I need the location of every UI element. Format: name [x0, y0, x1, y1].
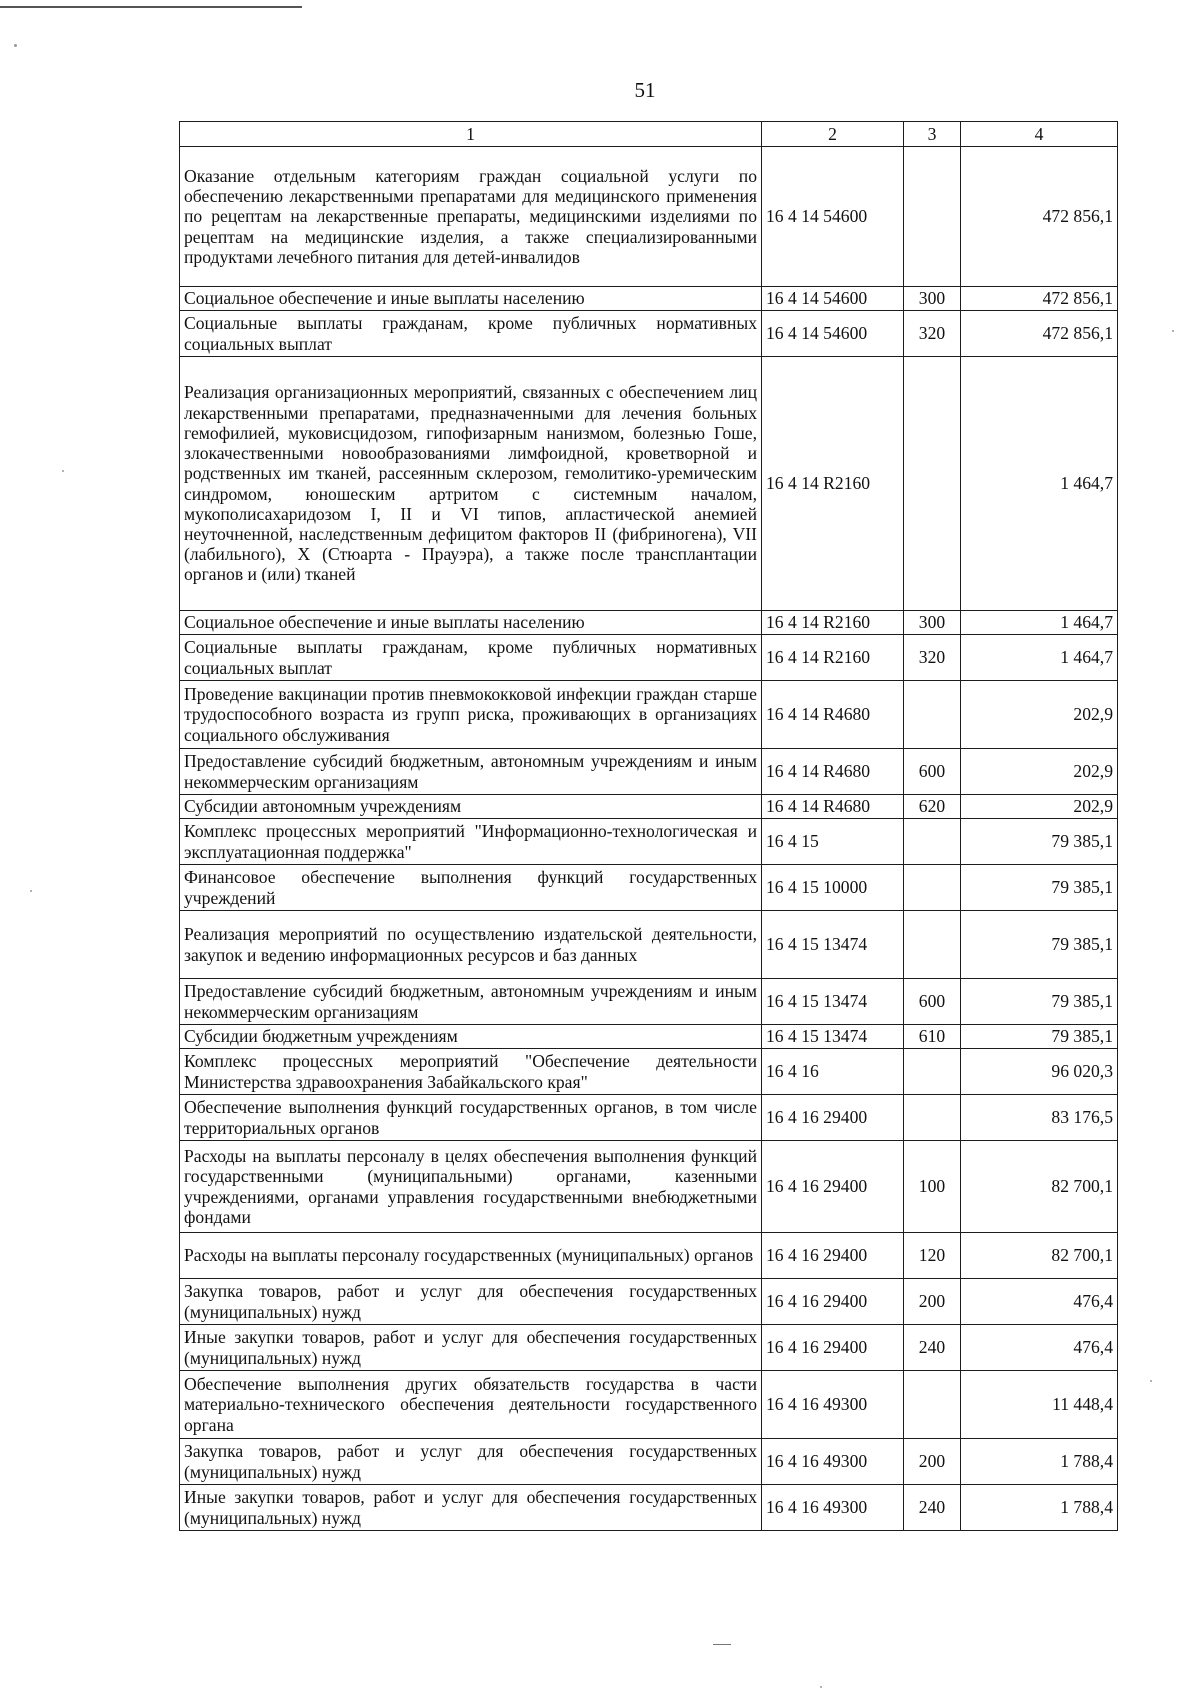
row-code: 16 4 14 54600: [762, 147, 904, 287]
row-amount: 476,4: [961, 1325, 1118, 1371]
row-code: 16 4 14 R2160: [762, 357, 904, 611]
scan-speck: [820, 1686, 822, 1688]
table-row: [180, 1049, 1118, 1095]
row-type: 320: [904, 635, 961, 681]
row-type: 600: [904, 749, 961, 795]
row-type: 200: [904, 1279, 961, 1325]
row-name: Социальные выплаты гражданам, кроме публичных нормативных социальных выплат: [180, 635, 762, 681]
row-code: 16 4 15 13474: [762, 1025, 904, 1049]
row-name: Субсидии бюджетным учреждениям: [180, 1025, 762, 1049]
row-code: 16 4 16 29400: [762, 1325, 904, 1371]
table-row: [180, 1141, 1118, 1233]
row-code: 16 4 16 49300: [762, 1485, 904, 1531]
row-type: 300: [904, 611, 961, 635]
table-row: [180, 635, 1118, 681]
table-row: [180, 1233, 1118, 1279]
row-name: Социальное обеспечение и иные выплаты населению: [180, 611, 762, 635]
table-row: [180, 979, 1118, 1025]
table-body: [180, 147, 1118, 1531]
row-code: 16 4 16 29400: [762, 1233, 904, 1279]
row-name: Социальные выплаты гражданам, кроме публичных нормативных социальных выплат: [180, 311, 762, 357]
table-row: [180, 1439, 1118, 1485]
row-amount: 1 788,4: [961, 1485, 1118, 1531]
table-row: [180, 1095, 1118, 1141]
scan-speck: [62, 470, 64, 472]
row-type: 320: [904, 311, 961, 357]
scan-speck: [1150, 1380, 1152, 1382]
row-type: [904, 147, 961, 287]
scan-speck: [30, 890, 32, 892]
row-amount: 472 856,1: [961, 287, 1118, 311]
row-code: 16 4 16 49300: [762, 1439, 904, 1485]
column-header-type: 3: [904, 122, 961, 147]
table-header: [180, 122, 1118, 147]
row-name: Реализация организационных мероприятий, связанных с обеспечением лиц лекарственными препаратами, предназначенными для лечения больных гемофилией, муковисцидозом, гипофизарным нанизмом, болезнью Гоше, злокачественными новообразованиями лимфоидной, кроветворной и родственных им тканей, рассеянным склерозом, гемолитико-уремическим синдромом, юношеским артритом с системным началом, мукополисахаридозом I, II и VI типов, апластической анемией неуточненной, наследственным дефицитом факторов II (фибриногена), VII (лабильного), X (Стюарта - Прауэра), а также после трансплантации органов и (или) тканей: [180, 357, 762, 611]
row-name: Предоставление субсидий бюджетным, автономным учреждениям и иным некоммерческим организациям: [180, 979, 762, 1025]
scan-speck: [1172, 330, 1174, 332]
row-amount: 79 385,1: [961, 1025, 1118, 1049]
row-code: 16 4 16: [762, 1049, 904, 1095]
row-name: Субсидии автономным учреждениям: [180, 795, 762, 819]
row-amount: 1 464,7: [961, 611, 1118, 635]
row-name: Обеспечение выполнения функций государственных органов, в том числе территориальных органов: [180, 1095, 762, 1141]
row-code: 16 4 14 R2160: [762, 635, 904, 681]
row-code: 16 4 16 29400: [762, 1095, 904, 1141]
row-amount: 476,4: [961, 1279, 1118, 1325]
row-amount: 82 700,1: [961, 1141, 1118, 1233]
row-amount: 82 700,1: [961, 1233, 1118, 1279]
row-amount: 79 385,1: [961, 819, 1118, 865]
row-type: 100: [904, 1141, 961, 1233]
row-type: [904, 1049, 961, 1095]
row-code: 16 4 16 49300: [762, 1371, 904, 1439]
row-name: Закупка товаров, работ и услуг для обеспечения государственных (муниципальных) нужд: [180, 1279, 762, 1325]
table-row: [180, 287, 1118, 311]
row-amount: 202,9: [961, 795, 1118, 819]
budget-table: [179, 121, 1118, 1531]
row-amount: 79 385,1: [961, 865, 1118, 911]
table-row: [180, 1325, 1118, 1371]
row-type: [904, 357, 961, 611]
top-margin-rule: [0, 6, 302, 8]
table-row: [180, 1279, 1118, 1325]
table-row: [180, 311, 1118, 357]
table-row: [180, 749, 1118, 795]
column-header-code: 2: [762, 122, 904, 147]
row-name: Иные закупки товаров, работ и услуг для обеспечения государственных (муниципальных) нужд: [180, 1325, 762, 1371]
row-amount: 202,9: [961, 681, 1118, 749]
row-name: Иные закупки товаров, работ и услуг для обеспечения государственных (муниципальных) нужд: [180, 1485, 762, 1531]
row-amount: 472 856,1: [961, 311, 1118, 357]
table-row: [180, 611, 1118, 635]
row-type: 620: [904, 795, 961, 819]
table-row: [180, 147, 1118, 287]
row-code: 16 4 15: [762, 819, 904, 865]
row-type: [904, 819, 961, 865]
row-name: Оказание отдельным категориям граждан социальной услуги по обеспечению лекарственными препаратами для медицинского применения по рецептам на лекарственные препараты, медицинскими изделиями по рецептам на медицинские изделия, а также специализированными продуктами лечебного питания для детей-инвалидов: [180, 147, 762, 287]
row-type: [904, 1095, 961, 1141]
row-amount: 96 020,3: [961, 1049, 1118, 1095]
row-type: [904, 1371, 961, 1439]
table-row: [180, 1485, 1118, 1531]
row-type: 200: [904, 1439, 961, 1485]
row-amount: 11 448,4: [961, 1371, 1118, 1439]
table-row: [180, 865, 1118, 911]
row-name: Финансовое обеспечение выполнения функций государственных учреждений: [180, 865, 762, 911]
row-code: 16 4 14 54600: [762, 287, 904, 311]
row-type: 300: [904, 287, 961, 311]
column-header-amount: 4: [961, 122, 1118, 147]
table-row: [180, 1025, 1118, 1049]
row-code: 16 4 16 29400: [762, 1279, 904, 1325]
row-type: 240: [904, 1485, 961, 1531]
row-amount: 1 464,7: [961, 357, 1118, 611]
row-amount: 83 176,5: [961, 1095, 1118, 1141]
row-code: 16 4 15 13474: [762, 911, 904, 979]
header-row: [180, 122, 1118, 147]
table-row: [180, 819, 1118, 865]
scan-mark: [713, 1644, 731, 1645]
row-name: Комплекс процессных мероприятий "Информационно-технологическая и эксплуатационная поддержка": [180, 819, 762, 865]
table-row: [180, 1371, 1118, 1439]
row-code: 16 4 16 29400: [762, 1141, 904, 1233]
row-code: 16 4 14 R4680: [762, 681, 904, 749]
row-code: 16 4 15 10000: [762, 865, 904, 911]
page-number: 51: [634, 78, 656, 102]
row-amount: 79 385,1: [961, 979, 1118, 1025]
row-code: 16 4 14 R2160: [762, 611, 904, 635]
row-type: [904, 911, 961, 979]
row-amount: 202,9: [961, 749, 1118, 795]
row-type: [904, 865, 961, 911]
column-header-name: 1: [180, 122, 762, 147]
table-row: [180, 795, 1118, 819]
row-name: Расходы на выплаты персоналу государственных (муниципальных) органов: [180, 1233, 762, 1279]
row-name: Расходы на выплаты персоналу в целях обеспечения выполнения функций государственными (муниципальными) органами, казенными учреждениями, органами управления государственными внебюджетными фондами: [180, 1141, 762, 1233]
row-type: 600: [904, 979, 961, 1025]
table-row: [180, 911, 1118, 979]
table-row: [180, 681, 1118, 749]
row-amount: 1 788,4: [961, 1439, 1118, 1485]
row-name: Комплекс процессных мероприятий "Обеспечение деятельности Министерства здравоохранения Забайкальского края": [180, 1049, 762, 1095]
row-name: Социальное обеспечение и иные выплаты населению: [180, 287, 762, 311]
table-row: [180, 357, 1118, 611]
row-code: 16 4 14 R4680: [762, 795, 904, 819]
scan-speck: [14, 44, 17, 47]
row-name: Проведение вакцинации против пневмококковой инфекции граждан старше трудоспособного возраста из групп риска, проживающих в организациях социального обслуживания: [180, 681, 762, 749]
row-type: 610: [904, 1025, 961, 1049]
row-code: 16 4 14 54600: [762, 311, 904, 357]
row-name: Предоставление субсидий бюджетным, автономным учреждениям и иным некоммерческим организациям: [180, 749, 762, 795]
row-type: 120: [904, 1233, 961, 1279]
row-amount: 472 856,1: [961, 147, 1118, 287]
row-name: Закупка товаров, работ и услуг для обеспечения государственных (муниципальных) нужд: [180, 1439, 762, 1485]
row-type: [904, 681, 961, 749]
row-amount: 79 385,1: [961, 911, 1118, 979]
row-amount: 1 464,7: [961, 635, 1118, 681]
row-code: 16 4 15 13474: [762, 979, 904, 1025]
row-code: 16 4 14 R4680: [762, 749, 904, 795]
row-name: Реализация мероприятий по осуществлению издательской деятельности, закупок и ведению информационных ресурсов и баз данных: [180, 911, 762, 979]
row-type: 240: [904, 1325, 961, 1371]
row-name: Обеспечение выполнения других обязательств государства в части материально-технического обеспечения деятельности государственного органа: [180, 1371, 762, 1439]
